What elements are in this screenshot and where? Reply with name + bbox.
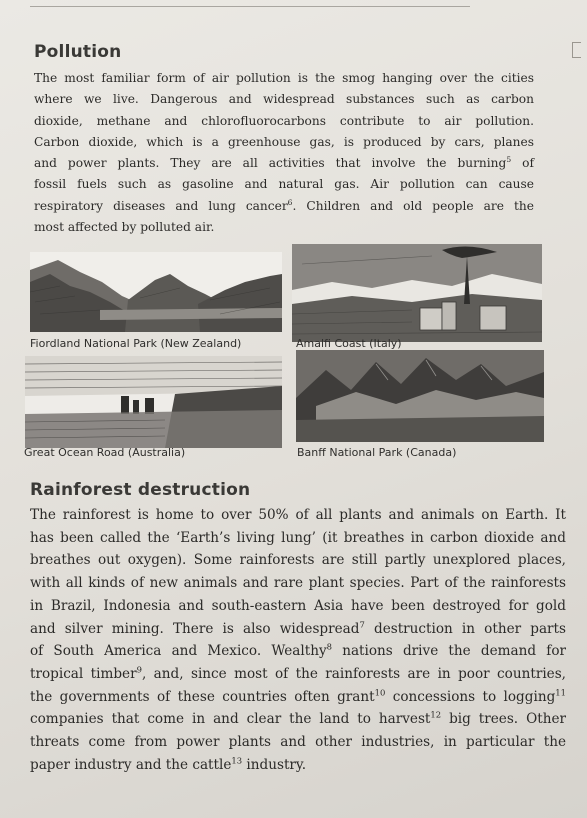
footnote-ref-6: 6 xyxy=(287,197,293,207)
amalfi-engraving xyxy=(292,244,542,342)
footnote-ref-10: 10 xyxy=(374,687,386,698)
pollution-line-6: fossil fuels such as gasoline and natural gas. Air pollution can cause xyxy=(34,177,534,192)
pollution-line-5: and power plants. They are all activities that involve the burning$^5$ of xyxy=(34,155,534,171)
pollution-heading: Pollution xyxy=(34,42,122,62)
pollution-line-2: where we live. Dangerous and widespread substances such as carbon xyxy=(34,92,534,107)
great-ocean-caption: Great Ocean Road (Australia) xyxy=(24,446,186,459)
pollution-line-3: dioxide, methane and chlorofluorocarbons contribute to air pollution. xyxy=(34,113,534,128)
rainforest-line-12: paper industry and the cattle$^{13}$ industry. xyxy=(30,755,307,773)
rainforest-line-3: breathes out oxygen). Some rainforests are still partly unexplored places, xyxy=(30,552,566,569)
rainforest-line-4: with all kinds of new animals and rare plant species. Part of the rainforests xyxy=(30,575,566,592)
rainforest-line-8: tropical timber$^9$, and, since most of the rainforests are in poor countries, xyxy=(30,664,567,682)
rainforest-line-10: companies that come in and clear the land to harvest$^{12}$ big trees. Other xyxy=(30,709,566,728)
footnote-ref-8: 8 xyxy=(326,641,332,652)
amalfi-caption: Amalfi Coast (Italy) xyxy=(296,337,402,350)
rainforest-line-7: of South America and Mexico. Wealthy$^8$ nations drive the demand for xyxy=(30,641,566,660)
page-edge-mark xyxy=(572,42,581,58)
great-ocean-illustration xyxy=(25,356,282,448)
fiordland-illustration xyxy=(30,252,282,332)
footnote-ref-11: 11 xyxy=(555,687,566,698)
footnote-ref-9: 9 xyxy=(136,664,142,675)
pollution-line-4: Carbon dioxide, which is a greenhouse gas, is produced by cars, planes xyxy=(34,134,534,149)
footnote-ref-7: 7 xyxy=(359,618,365,629)
pollution-line-1: The most familiar form of air pollution is the smog hanging over the cities xyxy=(34,71,534,85)
fiordland-caption: Fiordland National Park (New Zealand) xyxy=(30,337,242,350)
footnote-ref-12: 12 xyxy=(430,709,442,720)
top-rule xyxy=(30,6,470,7)
pollution-line-8: most affected by polluted air. xyxy=(34,220,215,235)
amalfi-illustration xyxy=(292,244,542,342)
footnote-ref-13: 13 xyxy=(231,755,243,766)
rainforest-paragraph xyxy=(30,504,566,776)
rainforest-line-1: The rainforest is home to over 50% of all plants and animals on Earth. It xyxy=(30,507,566,523)
great-ocean-engraving xyxy=(25,356,282,448)
rainforest-heading: Rainforest destruction xyxy=(30,480,251,500)
banff-engraving xyxy=(296,350,544,442)
footnote-ref-5: 5 xyxy=(506,155,512,165)
rainforest-line-9: the governments of these countries often grant$^{10}$ concessions to logging$^{11}$ xyxy=(30,687,566,705)
banff-illustration xyxy=(296,350,544,442)
rainforest-line-5: in Brazil, Indonesia and south-eastern Asia have been destroyed for gold xyxy=(30,597,566,614)
rainforest-line-6: and silver mining. There is also widespread$^7$ destruction in other parts xyxy=(30,618,566,637)
pollution-paragraph xyxy=(34,68,534,238)
fiordland-engraving xyxy=(30,252,282,332)
pollution-line-7: respiratory diseases and lung cancer$^6$. Children and old people are the xyxy=(34,197,534,213)
rainforest-line-11: threats come from power plants and other industries, in particular the xyxy=(30,734,566,751)
banff-caption: Banff National Park (Canada) xyxy=(297,446,457,459)
rainforest-line-2: has been called the ‘Earth’s living lung’ (it breathes in carbon dioxide and xyxy=(30,529,566,546)
